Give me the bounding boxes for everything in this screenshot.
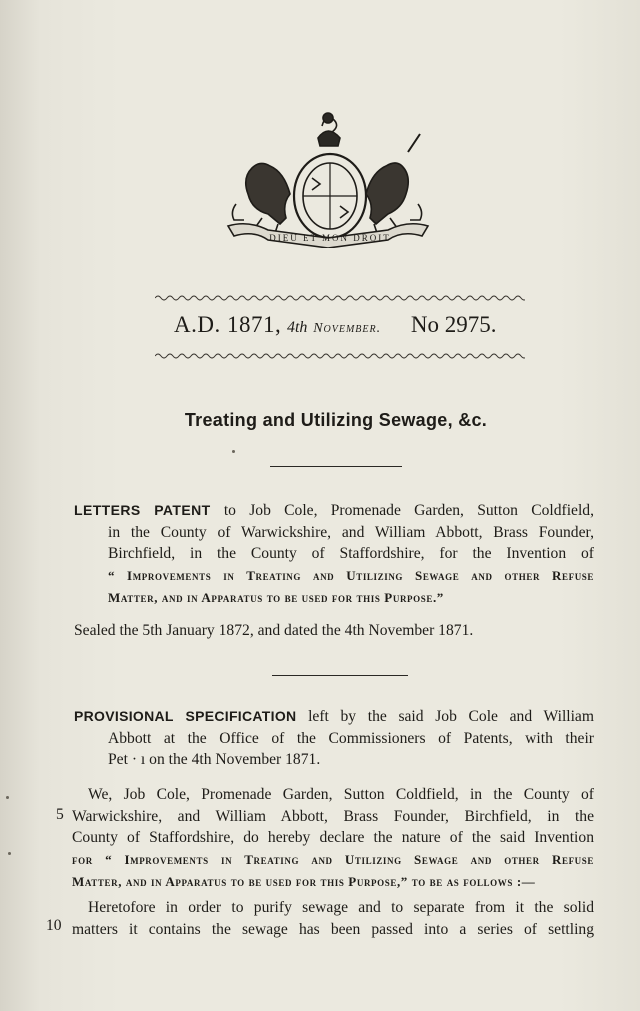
letters-patent-line: “ Improvements in Treating and Utilizing Sewage and other Refuse bbox=[108, 568, 594, 584]
year: A.D. 1871, bbox=[174, 312, 282, 337]
body-line: matters it contains the sewage has been passed into a series of settling bbox=[72, 920, 594, 938]
patent-header bbox=[174, 312, 514, 338]
patent-number: No 2975. bbox=[410, 312, 497, 337]
ornamental-wavy-rule-bottom bbox=[155, 352, 525, 360]
letters-patent-line: Matter, and in Apparatus to be used for this Purpose.” bbox=[108, 589, 444, 605]
date-day: 4th bbox=[286, 319, 308, 336]
letters-patent-line: in the County of Warwickshire, and William Abbott, Brass Founder, bbox=[108, 523, 594, 541]
letters-patent-line: Birchfield, in the County of Staffordshire, for the Invention of bbox=[108, 545, 594, 563]
provisional-specification-paragraph bbox=[74, 706, 594, 771]
ornamental-wavy-rule-top bbox=[155, 294, 525, 302]
paper-speck bbox=[6, 796, 9, 799]
paper-speck bbox=[232, 450, 235, 453]
body-line: for “ Improvements in Treating and Utilizing Sewage and other Refuse bbox=[72, 852, 594, 868]
date-month: November. bbox=[313, 321, 382, 336]
body-paragraph-2 bbox=[72, 897, 594, 940]
divider-rule bbox=[270, 466, 402, 467]
letters-patent-paragraph bbox=[74, 500, 594, 609]
line-number-10: 10 bbox=[46, 917, 62, 934]
letters-patent-lead: LETTERS PATENT bbox=[74, 502, 211, 518]
line-number-5: 5 bbox=[56, 806, 64, 823]
paper-speck bbox=[8, 852, 11, 855]
body-line: Matter, and in Apparatus to be used for this Purpose,” to be as follows :— bbox=[72, 873, 536, 889]
provisional-line: left by the said Job Cole and William bbox=[296, 708, 594, 725]
letters-patent-line: to Job Cole, Promenade Garden, Sutton Coldfield, bbox=[210, 502, 594, 519]
crest-motto: DIEU ET MON DROIT bbox=[269, 233, 391, 243]
body-line: Heretofore in order to purify sewage and to separate from it the solid bbox=[88, 899, 594, 916]
patent-title: Treating and Utilizing Sewage, &c. bbox=[184, 410, 488, 430]
provisional-lead: PROVISIONAL SPECIFICATION bbox=[74, 708, 297, 724]
body-line: County of Staffordshire, do hereby declare the nature of the said Invention bbox=[72, 829, 594, 847]
divider-rule bbox=[272, 675, 408, 676]
provisional-line: Abbott at the Office of the Commissioners of Patents, with their bbox=[108, 729, 594, 747]
body-paragraph-1 bbox=[72, 784, 594, 893]
royal-coat-of-arms-icon bbox=[222, 108, 434, 248]
sealed-date: Sealed the 5th January 1872, and dated the 4th November 1871. bbox=[74, 622, 474, 639]
body-line: We, Job Cole, Promenade Garden, Sutton Coldfield, in the County of bbox=[88, 786, 594, 803]
body-line: Warwickshire, and William Abbott, Brass Founder, Birchfield, in the bbox=[72, 807, 594, 825]
provisional-line: Pet · ı on the 4th November 1871. bbox=[108, 751, 321, 769]
